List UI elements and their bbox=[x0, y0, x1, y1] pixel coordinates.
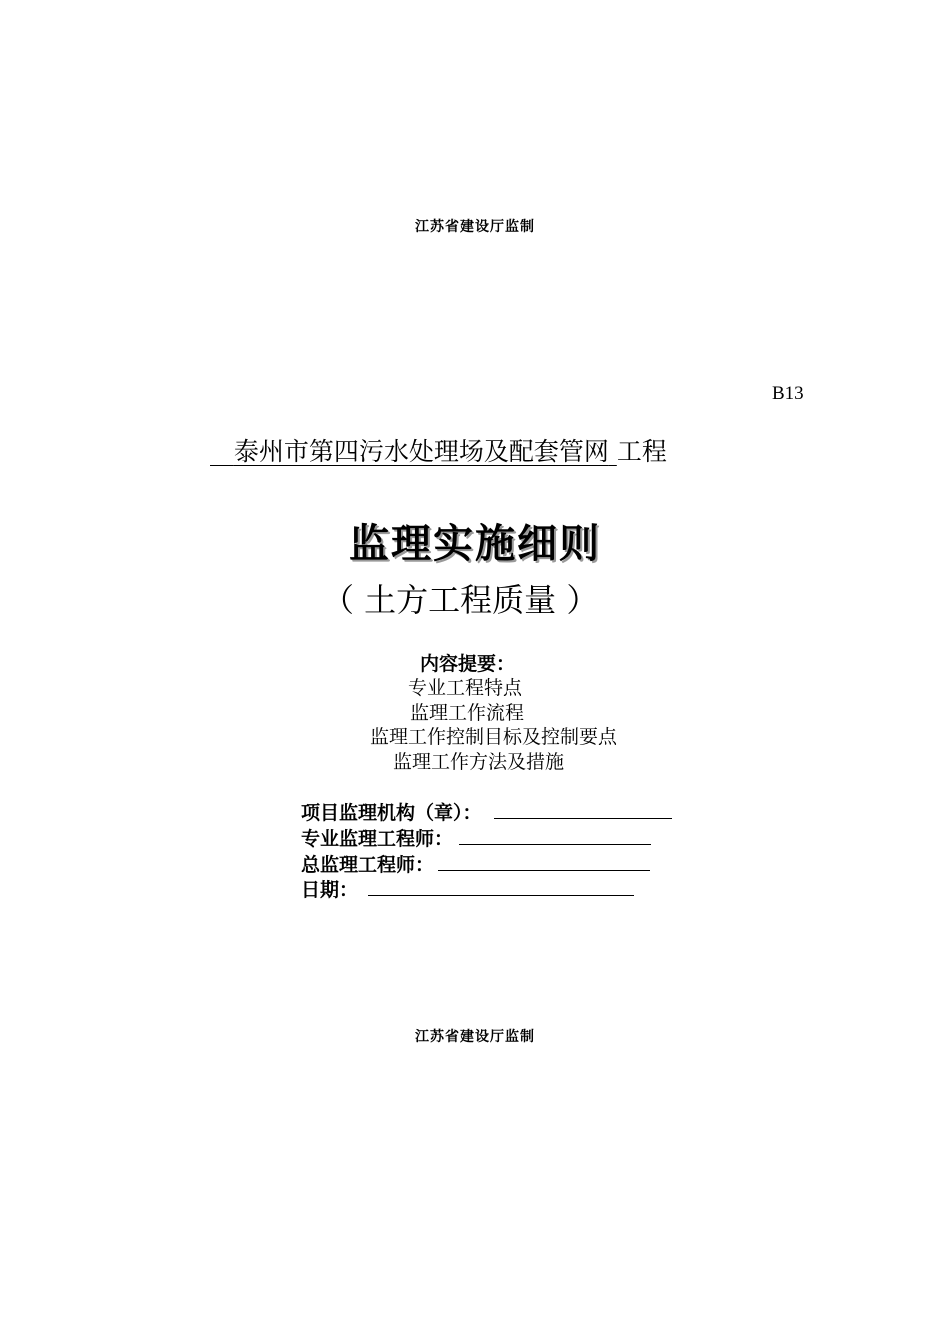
document-title: 监理实施细则 bbox=[349, 521, 601, 567]
signature-row-date bbox=[301, 875, 634, 902]
org-label: 项目监理机构（章）： bbox=[301, 802, 482, 824]
summary-item: 监理工作流程 bbox=[410, 702, 525, 724]
org-blank-field[interactable] bbox=[494, 800, 672, 819]
summary-item: 监理工作方法及措施 bbox=[393, 751, 565, 773]
signature-row-org bbox=[301, 798, 672, 825]
date-label: 日期： bbox=[301, 879, 359, 901]
project-line bbox=[210, 432, 667, 468]
project-suffix: 工程 bbox=[616, 437, 667, 466]
issuer-footer: 江苏省建设厅监制 bbox=[415, 1029, 535, 1045]
summary-item: 监理工作控制目标及控制要点 bbox=[370, 726, 618, 748]
engineer-label: 专业监理工程师： bbox=[301, 828, 454, 850]
form-code: B13 bbox=[772, 383, 804, 404]
summary-label: 内容提要： bbox=[420, 653, 516, 675]
signature-row-chief bbox=[301, 850, 650, 877]
summary-item: 专业工程特点 bbox=[408, 677, 523, 699]
chief-blank-field[interactable] bbox=[438, 852, 650, 871]
project-name: 泰州市第四污水处理场及配套管网 bbox=[233, 437, 609, 466]
chief-label: 总监理工程师： bbox=[301, 854, 435, 876]
document-subtitle: （ 土方工程质量 ） bbox=[322, 581, 599, 619]
date-blank-field[interactable] bbox=[368, 877, 634, 896]
issuer-header: 江苏省建设厅监制 bbox=[415, 219, 535, 235]
engineer-blank-field[interactable] bbox=[459, 826, 651, 845]
signature-row-engineer bbox=[301, 824, 651, 851]
